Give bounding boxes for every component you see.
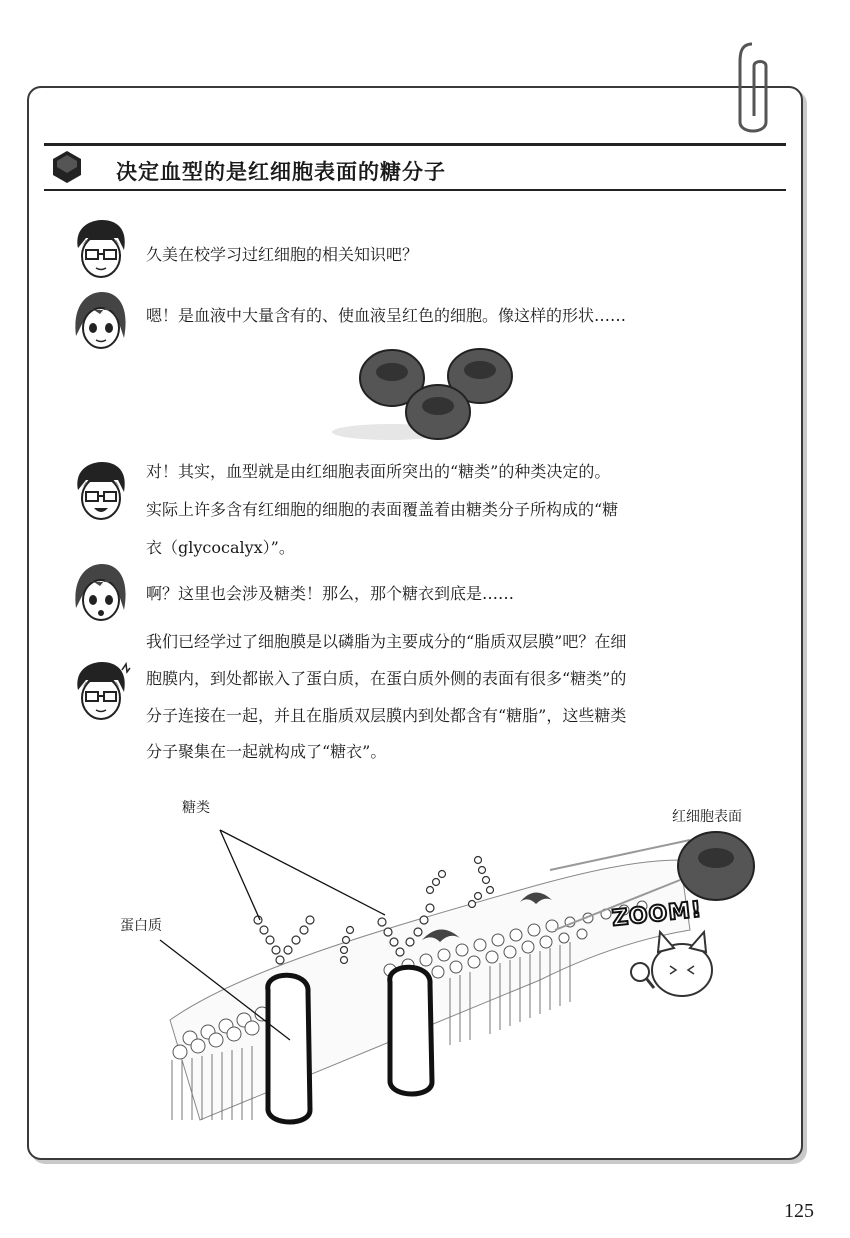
mascot-cat-icon — [631, 932, 712, 996]
dialogue-line: 久美在校学习过红细胞的相关知识吧？ — [146, 245, 419, 264]
page-number: 125 — [784, 1200, 814, 1222]
dialogue-line: 实际上许多含有红细胞的细胞的表面覆盖着由糖类分子所构成的“糖 — [146, 500, 619, 519]
red-blood-cells-illustration — [350, 340, 530, 450]
dialogue-line: 分子连接在一起，并且在脂质双层膜内到处都含有“糖脂”，这些糖类 — [146, 706, 627, 725]
paperclip-icon — [736, 40, 786, 140]
label-rbc-surface: 红细胞表面 — [672, 809, 742, 825]
kumi-avatar-icon — [72, 290, 130, 352]
zoom-sound-effect: ZOOM! — [610, 897, 704, 932]
zoom-rbc — [678, 832, 754, 900]
label-protein: 蛋白质 — [120, 918, 162, 934]
dialogue-line: 嗯！是血液中大量含有的、使血液呈红色的细胞。像这样的形状…… — [146, 306, 627, 325]
kumi-avatar-icon — [72, 562, 130, 624]
heading-rule-bottom — [44, 189, 786, 191]
dialogue-line: 胞膜内，到处都嵌入了蛋白质，在蛋白质外侧的表面有很多“糖类”的 — [146, 669, 627, 688]
dialogue-line: 对！其实，血型就是由红细胞表面所突出的“糖类”的种类决定的。 — [146, 462, 611, 481]
membrane-protein — [390, 967, 432, 1094]
section-title: 决定血型的是红细胞表面的糖分子 — [116, 160, 446, 184]
heading-rule-top — [44, 143, 786, 146]
dialogue-line: 衣（glycocalyx）”。 — [146, 538, 295, 557]
teacher-avatar-icon — [72, 218, 130, 280]
membrane-protein — [268, 975, 310, 1122]
teacher-avatar-icon — [72, 460, 130, 522]
cell-membrane-diagram — [160, 820, 800, 1140]
teacher-avatar-icon — [72, 660, 130, 722]
dialogue-line: 我们已经学过了细胞膜是以磷脂为主要成分的“脂质双层膜”吧？在细 — [146, 632, 627, 651]
dialogue-line: 分子聚集在一起就构成了“糖衣”。 — [146, 742, 387, 761]
rbc — [406, 385, 470, 439]
dialogue-line: 啊？这里也会涉及糖类！那么，那个糖衣到底是…… — [146, 584, 515, 603]
label-sugar: 糖类 — [182, 800, 210, 816]
hexagon-bullet-icon — [50, 150, 84, 184]
